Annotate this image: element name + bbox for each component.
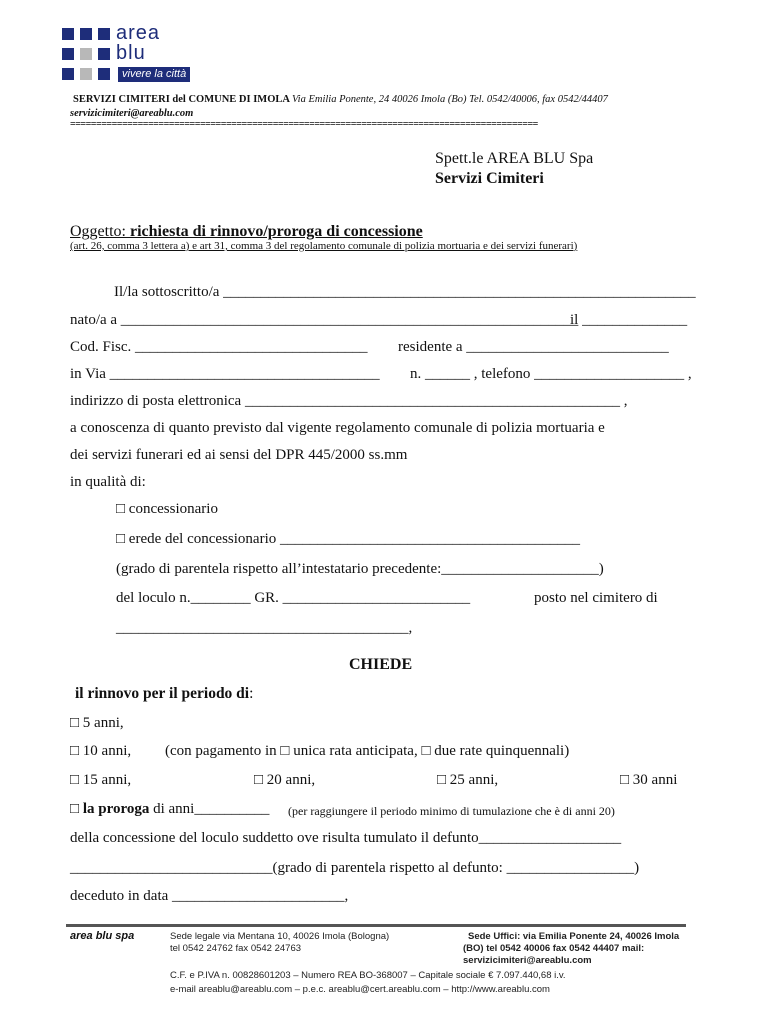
header-email: servizicimiteri@areablu.com xyxy=(70,108,194,119)
header-address: Via Emilia Ponente, 24 40026 Imola (Bo) Tel. 0542/40006, fax 0542/44407 xyxy=(292,94,608,105)
subject-note: (art. 26, comma 3 lettera a) e art 31, comma 3 del regolamento comunale di polizia mortuaria e dei servizi funerari) xyxy=(70,240,578,252)
field-email[interactable]: indirizzo di posta elettronica __________________________________________________ , xyxy=(70,393,628,409)
logo-square xyxy=(98,28,110,40)
subject-line xyxy=(70,223,423,241)
logo-square xyxy=(80,48,92,60)
recipient-department: Servizi Cimiteri xyxy=(435,170,544,187)
checkbox-proroga[interactable] xyxy=(70,801,269,818)
checkbox-10-anni[interactable]: □ 10 anni, xyxy=(70,743,132,759)
logo-word-blu: blu xyxy=(116,42,146,64)
field-grado-parentela-intestatario[interactable]: (grado di parentela rispetto all’intestatario precedente:_____________________) xyxy=(116,561,604,577)
text-posto-cimitero: posto nel cimitero di xyxy=(534,590,658,606)
footer-divider xyxy=(66,924,686,927)
payment-options[interactable]: (con pagamento in □ unica rata anticipata, □ due rate quinquennali) xyxy=(165,743,570,759)
logo-square xyxy=(62,68,74,80)
proroga-box[interactable]: □ xyxy=(70,801,83,817)
logo-word-area: area xyxy=(116,22,161,44)
field-cimitero[interactable]: _______________________________________, xyxy=(116,620,413,636)
proroga-note: (per raggiungere il periodo minimo di tumulazione che è di anni 20) xyxy=(288,804,615,818)
field-defunto[interactable]: della concessione del loculo suddetto ove risulta tumulato il defunto___________________ xyxy=(70,830,622,846)
subject-title: richiesta di rinnovo/proroga di concessione xyxy=(130,223,423,240)
checkbox-20-anni[interactable]: □ 20 anni, xyxy=(254,772,316,788)
checkbox-15-anni[interactable]: □ 15 anni, xyxy=(70,772,132,788)
logo-square xyxy=(98,68,110,80)
footer-sede-legale-tel: tel 0542 24762 fax 0542 24763 xyxy=(170,943,302,954)
field-numero-telefono[interactable]: n. ______ , telefono ____________________ , xyxy=(410,366,692,382)
footer-sede-uffici-tel: (BO) tel 0542 40006 fax 0542 44407 mail: xyxy=(463,943,645,954)
logo-square xyxy=(62,48,74,60)
checkbox-erede[interactable]: □ erede del concessionario ________________________________________ xyxy=(116,531,580,547)
checkbox-30-anni[interactable]: □ 30 anni xyxy=(620,772,678,788)
field-grado-parentela-defunto[interactable]: ___________________________(grado di parentela rispetto al defunto: _________________) xyxy=(70,860,640,876)
checkbox-concessionario[interactable]: □ concessionario xyxy=(116,501,218,517)
text-dpr: dei servizi funerari ed ai sensi del DPR 445/2000 ss.mm xyxy=(70,447,408,463)
field-sottoscritto[interactable]: Il/la sottoscritto/a _______________________________________________________________ xyxy=(114,284,696,300)
field-via[interactable]: in Via ____________________________________ xyxy=(70,366,380,382)
rinnovo-heading-colon: : xyxy=(249,685,254,702)
rinnovo-heading xyxy=(75,685,253,703)
checkbox-5-anni[interactable]: □ 5 anni, xyxy=(70,715,124,731)
logo-square xyxy=(62,28,74,40)
footer-sede-uffici-mail: servizicimiteri@areablu.com xyxy=(463,955,592,966)
text-qualita: in qualità di: xyxy=(70,474,146,490)
logo-square xyxy=(80,28,92,40)
field-codice-fiscale[interactable]: Cod. Fisc. _______________________________ xyxy=(70,339,368,355)
logo-tagline: vivere la città xyxy=(118,67,190,82)
footer-sede-legale: Sede legale via Mentana 10, 40026 Imola (Bologna) xyxy=(170,931,390,942)
proroga-anni-field[interactable]: di anni__________ xyxy=(149,801,270,817)
recipient-company: Spett.le AREA BLU Spa xyxy=(435,150,594,167)
header-org-rest: del COMUNE DI IMOLA xyxy=(169,94,293,105)
footer-brand: area blu spa xyxy=(70,930,135,942)
subject-label: Oggetto: xyxy=(70,223,130,240)
text-conoscenza: a conoscenza di quanto previsto dal vigente regolamento comunale di polizia mortuaria e xyxy=(70,420,605,436)
field-luogo-nascita[interactable]: nato/a a _____________________________________________________________ xyxy=(70,312,579,328)
footer-contacts[interactable]: e-mail areablu@areablu.com – p.e.c. areablu@cert.areablu.com – http://www.areablu.com xyxy=(170,984,550,995)
logo-square xyxy=(80,68,92,80)
checkbox-25-anni[interactable]: □ 25 anni, xyxy=(437,772,499,788)
field-loculo[interactable]: del loculo n.________ GR. _________________________ xyxy=(116,590,471,606)
footer-sede-uffici: Sede Uffici: via Emilia Ponente 24, 40026 Imola xyxy=(468,931,680,942)
field-residenza[interactable]: residente a ___________________________ xyxy=(398,339,669,355)
header-organization xyxy=(73,94,608,105)
logo-square xyxy=(98,48,110,60)
chiede-heading: CHIEDE xyxy=(349,656,413,673)
proroga-label: la proroga xyxy=(82,801,150,817)
rinnovo-heading-text: il rinnovo per il periodo di xyxy=(75,685,250,702)
header-separator: ========================================================================================== xyxy=(70,119,538,130)
area-blu-logo xyxy=(62,22,212,84)
field-data-nascita[interactable]: il ______________ xyxy=(570,312,688,328)
footer-fiscal-info: C.F. e P.IVA n. 00828601203 – Numero REA BO-368007 – Capitale sociale € 7.097.440,68 i.v. xyxy=(170,970,566,981)
field-data-decesso[interactable]: deceduto in data _______________________, xyxy=(70,888,349,904)
header-org-bold: SERVIZI CIMITERI xyxy=(73,94,170,105)
